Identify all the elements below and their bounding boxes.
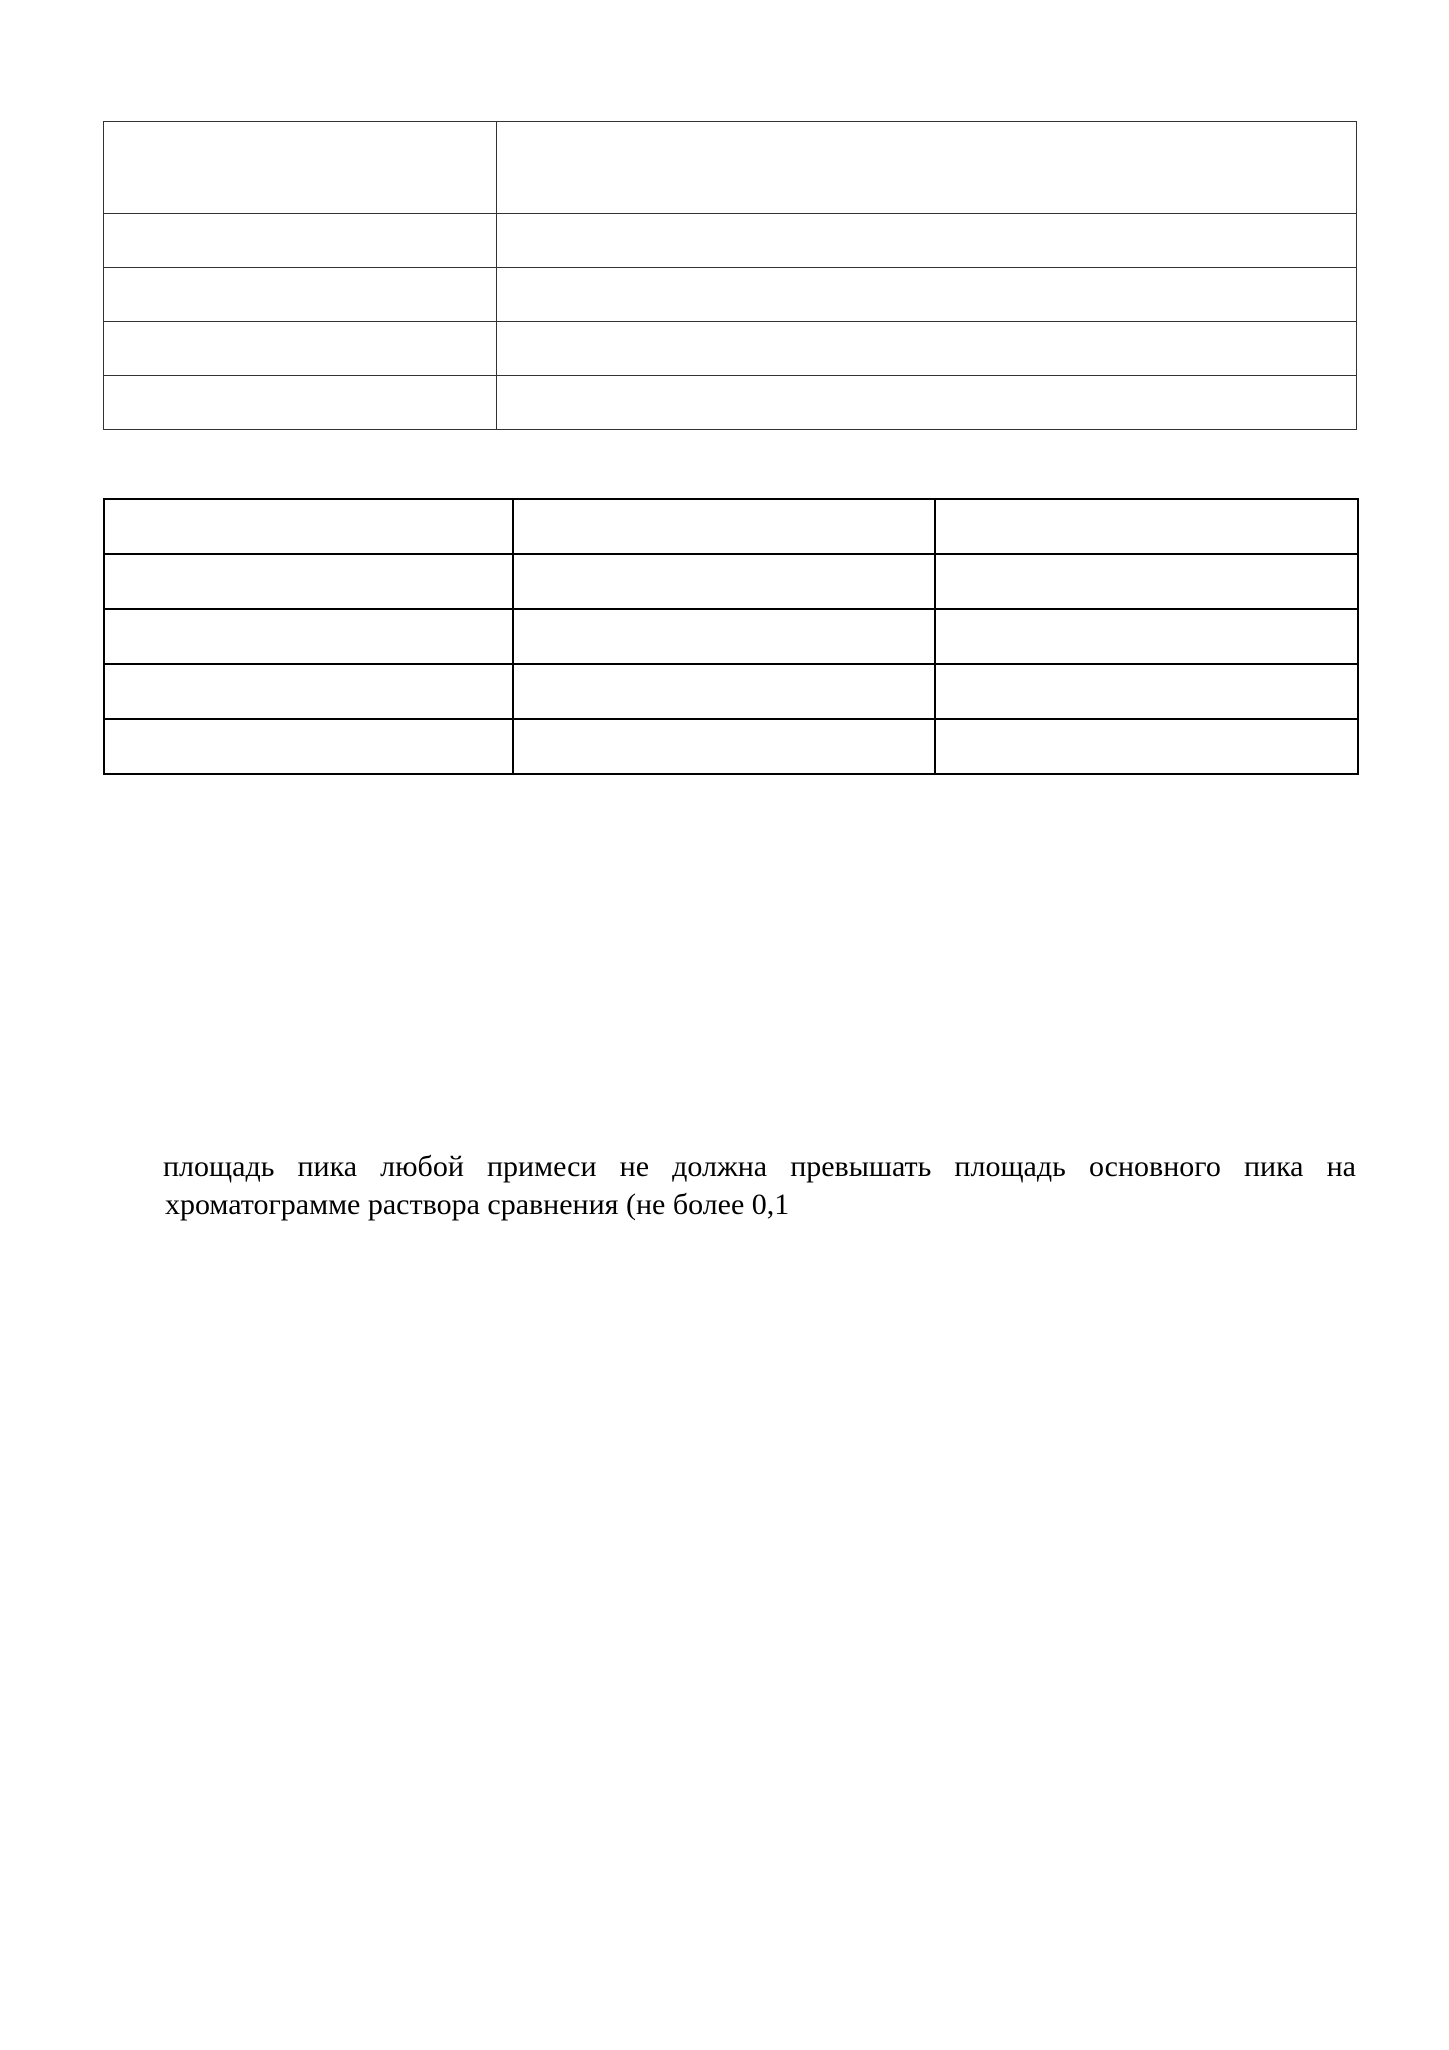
table-cell bbox=[104, 719, 513, 774]
table-cell bbox=[104, 122, 497, 214]
table-cell bbox=[935, 609, 1358, 664]
table-cell bbox=[104, 376, 497, 430]
table-cell bbox=[497, 214, 1357, 268]
table-row bbox=[104, 122, 1357, 214]
table-cell bbox=[513, 664, 935, 719]
table-cell bbox=[513, 554, 935, 609]
table-row bbox=[104, 554, 1358, 609]
table-cell bbox=[497, 122, 1357, 214]
table-cell bbox=[513, 499, 935, 554]
table-cell bbox=[935, 554, 1358, 609]
table-cell bbox=[104, 664, 513, 719]
body-paragraph bbox=[163, 1148, 1356, 1224]
table-top bbox=[103, 121, 1357, 430]
table-cell bbox=[935, 719, 1358, 774]
paragraph-line-1: площадь пика любой примеси не должна превышать площадь основного пика на bbox=[163, 1150, 1356, 1183]
table-cell bbox=[935, 499, 1358, 554]
table-cell bbox=[513, 609, 935, 664]
table-row bbox=[104, 609, 1358, 664]
table-row bbox=[104, 268, 1357, 322]
table-row bbox=[104, 499, 1358, 554]
paragraph-line-2: хроматограмме раствора сравнения (не более 0,1 bbox=[165, 1188, 790, 1221]
table-row bbox=[104, 214, 1357, 268]
table-cell bbox=[104, 322, 497, 376]
table-row bbox=[104, 664, 1358, 719]
table-row bbox=[104, 719, 1358, 774]
table-cell bbox=[497, 376, 1357, 430]
table-cell bbox=[104, 214, 497, 268]
table-row bbox=[104, 376, 1357, 430]
table-cell bbox=[104, 268, 497, 322]
table-cell bbox=[935, 664, 1358, 719]
table-cell bbox=[104, 609, 513, 664]
table-row bbox=[104, 322, 1357, 376]
table-cell bbox=[104, 554, 513, 609]
table-bottom bbox=[103, 498, 1359, 775]
table-cell bbox=[497, 322, 1357, 376]
table-cell bbox=[104, 499, 513, 554]
table-cell bbox=[513, 719, 935, 774]
table-cell bbox=[497, 268, 1357, 322]
